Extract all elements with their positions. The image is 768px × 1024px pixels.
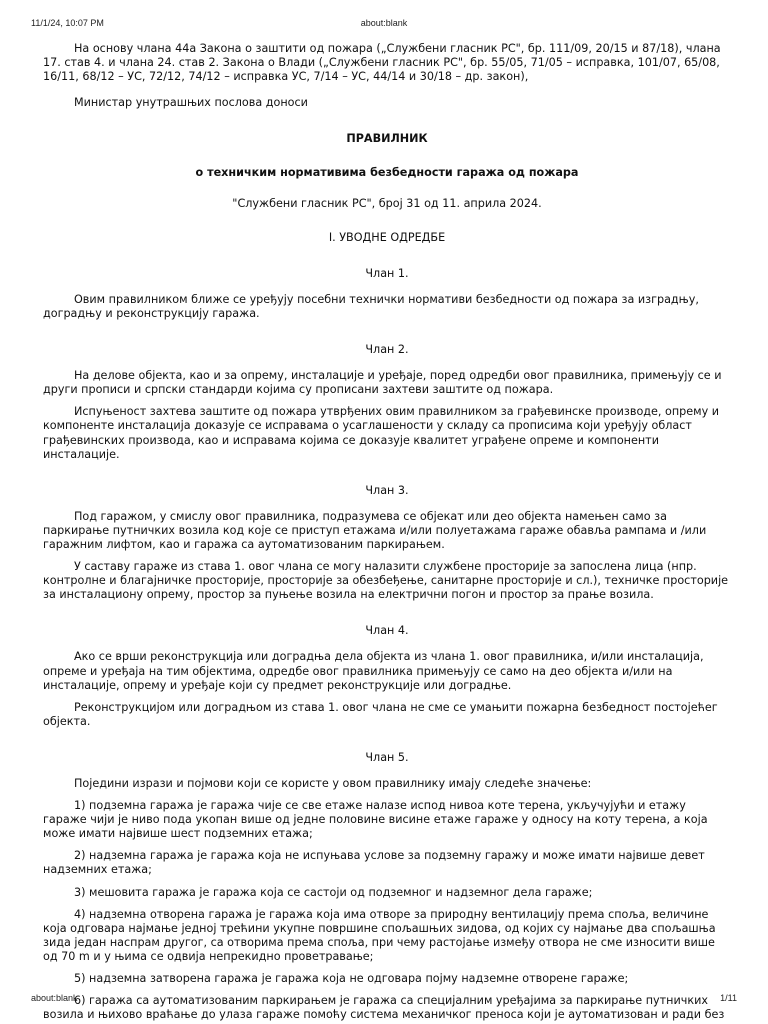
article-paragraph: Испуњеност захтева заштите од пожара утврђених овим правилником за грађевинске производе, опрему и компоненте инсталација доказује се исправама о усаглашености у складу са прописима који уређују област грађевинских производа, као и исправама којима се доказује квалитет уграђене опреме и компоненти инсталације. (43, 405, 720, 461)
print-footer (0, 993, 768, 1007)
print-datetime: 11/1/24, 10:07 PM (31, 18, 104, 28)
definition-item: 3) мешовита гаража је гаража која се састоји од подземног и надземног дела гараже; (74, 885, 593, 899)
document-subtitle: о техничким нормативима безбедности гаража од пожара (195, 166, 579, 180)
footer-url: about:blank (31, 993, 78, 1003)
definition-item: 1) подземна гаража је гаража чије се све етаже налазе испод нивоа коте терена, укључујући и етажу гараже чији је ниво пода укопан више од једне половине висине етаже гараже у односу на коту терена, а која може имати највише шест подземних етажа; (43, 799, 708, 841)
definition-item: 5) надземна затворена гаража је гаража која не одговара појму надземне отворене гараже; (74, 972, 629, 986)
preamble-text: На основу члана 44а Закона о заштити од пожара („Службени гласник РС", бр. 111/09, 20/15 и 87/18), члана 17. став 4. и члана 24. став 2. Закона о Влади („Службени гласник РС", бр. 55/05, 71/05 – исправка, 101/07, 65/08, 16/11, 68/12 – УС, 72/12, 74/12 – исправка УС, 7/14 – УС, 44/14 и 30/18 – др. закон), (43, 42, 721, 84)
article-heading: Члан 2. (365, 343, 409, 357)
article-heading: Члан 1. (365, 266, 409, 280)
definition-item: 2) надземна гаража је гаража која не испуњава услове за подземну гаражу и може имати највише девет надземних етажа; (43, 849, 705, 877)
article-paragraph: Овим правилником ближе се уређују посебни технички нормативи безбедности од пожара за изградњу, доградњу и реконструкцију гаража. (43, 292, 699, 320)
article-paragraph: Поједини изрази и појмови који се користе у овом правилнику имају следеће значење: (74, 777, 592, 790)
definition-item: 4) надземна отворена гаража је гаража која има отворе за природну вентилацију према споља, величине која одговара најмање једној трећини укупне површине спољашњих зидова, од којих су најмање два спољашња зида један наспрам другог, са отворима према споља, при чему растојање између отвора не сме износити више од 70 m и у њима се одвија непрекидно проветравање; (43, 907, 716, 963)
gazette-reference: "Службени гласник РС", број 31 од 11. априла 2024. (232, 196, 542, 210)
article-paragraph: Ако се врши реконструкција или доградња дела објекта из члана 1. овог правилника, и/или инсталација, опреме и уређаја на тим објектима, одредбе овог правилника примењују се само на део објекта и/или на инсталације, опрему и уређаје који су предмет реконструкције или доградње. (43, 650, 704, 692)
print-url: about:blank (360, 18, 408, 28)
document-title: ПРАВИЛНИК (346, 132, 428, 146)
page-number: 1/11 (720, 993, 737, 1003)
document-body (43, 42, 731, 1022)
issuer-text: Министар унутрашњих послова доноси (74, 96, 308, 110)
article-heading: Члан 4. (365, 624, 409, 638)
definition-item: 6) гаража са аутоматизованим паркирањем је гаража са специјалним уређајима за паркирање путничких возила и њихово враћање до улаза гараже помоћу система механичког преноса који је аутоматизован и ради без (43, 994, 725, 1022)
article-heading: Члан 5. (365, 750, 409, 764)
article-paragraph: На делове објекта, као и за опрему, инсталације и уређаје, поред одредби овог правилника, примењују се и други прописи и српски стандарди којима су прописани захтеви заштите од пожара. (43, 369, 722, 397)
article-paragraph: Под гаражом, у смислу овог правилника, подразумева се објекат или део објекта намењен само за паркирање путничких возила код које се приступ етажама и/или полуетажама гараже обавља рампама и /или гаражним лифтом, као и гаража са аутоматизованим паркирањем. (43, 509, 707, 551)
article-heading: Члан 3. (365, 483, 409, 497)
article-paragraph: Реконструкцијом или доградњом из става 1. овог члана не сме се умањити пожарна безбедност постојећег објекта. (43, 700, 718, 728)
print-header (0, 18, 768, 32)
article-paragraph: У саставу гараже из става 1. овог члана се могу налазити службене просторије за запослена лица (нпр. контролне и благајничке просторије, просторије за обезбеђење, санитарне просторије и сл.), техничке просторије за инсталациону опрему, простор за пуњење возила на електрични погон и простор за прање возила. (43, 560, 729, 602)
section-heading: I. УВОДНЕ ОДРЕДБЕ (328, 230, 446, 244)
